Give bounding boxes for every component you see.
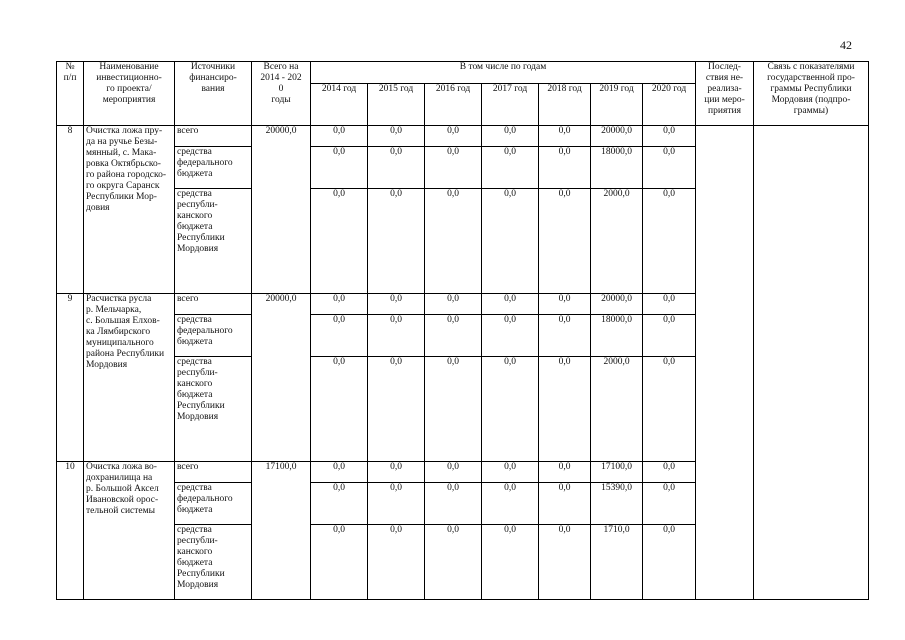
year-value: 0,0: [425, 126, 482, 147]
year-value: 0,0: [643, 315, 696, 357]
year-value: 2000,0: [591, 357, 643, 462]
year-value: 0,0: [425, 483, 482, 525]
year-value: 0,0: [368, 294, 425, 315]
year-value: 0,0: [643, 483, 696, 525]
row-number: 10: [57, 462, 84, 600]
project-name: Очистка ложа во- дохранилища на р. Большой Аксел Ивановской орос- тельной системы: [84, 462, 175, 600]
year-value: 0,0: [311, 126, 368, 147]
year-value: 0,0: [425, 315, 482, 357]
year-value: 0,0: [482, 525, 539, 600]
year-value: 0,0: [539, 315, 591, 357]
year-value: 0,0: [368, 315, 425, 357]
funding-source: средства федерального бюджета: [175, 315, 252, 357]
year-value: 0,0: [482, 357, 539, 462]
year-value: 0,0: [368, 357, 425, 462]
year-value: 0,0: [311, 315, 368, 357]
year-value: 18000,0: [591, 315, 643, 357]
funding-source: средства республи- канского бюджета Республики Мордовия: [175, 525, 252, 600]
header-year: 2020 год: [643, 84, 696, 126]
year-value: 18000,0: [591, 147, 643, 189]
year-value: 0,0: [539, 189, 591, 294]
year-value: 0,0: [643, 189, 696, 294]
year-value: 0,0: [482, 294, 539, 315]
year-value: 0,0: [482, 126, 539, 147]
year-value: 20000,0: [591, 126, 643, 147]
year-value: 0,0: [425, 462, 482, 483]
year-value: 0,0: [425, 147, 482, 189]
year-value: 0,0: [539, 357, 591, 462]
indicator-link-cell: [754, 126, 869, 600]
header-row: [57, 62, 869, 84]
row-number: 9: [57, 294, 84, 462]
year-value: 0,0: [368, 462, 425, 483]
year-value: 15390,0: [591, 483, 643, 525]
year-value: 0,0: [311, 147, 368, 189]
funding-source: всего: [175, 294, 252, 315]
project-name: Очистка ложа пру- да на ручье Безы- мянный, с. Мака- ровка Октябрьско- го района городско- го округа Саранск Республики Мор- довия: [84, 126, 175, 294]
year-value: 0,0: [311, 189, 368, 294]
funding-source: средства республи- канского бюджета Республики Мордовия: [175, 189, 252, 294]
header-num: № п/п: [57, 62, 84, 126]
year-value: 0,0: [482, 462, 539, 483]
funding-source: средства федерального бюджета: [175, 147, 252, 189]
year-value: 0,0: [482, 483, 539, 525]
year-value: 0,0: [482, 189, 539, 294]
header-name: Наименование инвестиционно- го проекта/ мероприятия: [84, 62, 175, 126]
header-sources: Источники финансиро- вания: [175, 62, 252, 126]
funding-source: всего: [175, 126, 252, 147]
year-value: 0,0: [368, 147, 425, 189]
total-amount: 20000,0: [252, 126, 311, 294]
year-value: 0,0: [643, 147, 696, 189]
total-amount: 20000,0: [252, 294, 311, 462]
year-value: 0,0: [368, 525, 425, 600]
year-value: 0,0: [425, 357, 482, 462]
year-value: 0,0: [539, 294, 591, 315]
year-value: 0,0: [425, 294, 482, 315]
header-total: Всего на 2014 - 202 0 годы: [252, 62, 311, 126]
project-name: Расчистка русла р. Мельчарка, с. Большая Елхов- ка Лямбирского муниципального района Республики Мордовия: [84, 294, 175, 462]
header-year: 2017 год: [482, 84, 539, 126]
funding-source: средства республи- канского бюджета Республики Мордовия: [175, 357, 252, 462]
funding-source: всего: [175, 462, 252, 483]
funding-source: средства федерального бюджета: [175, 483, 252, 525]
header-consequences: Послед- ствия не- реализа- ции меро- приятия: [696, 62, 754, 126]
year-value: 0,0: [311, 357, 368, 462]
year-value: 0,0: [311, 483, 368, 525]
year-value: 0,0: [539, 525, 591, 600]
investment-table: [56, 61, 869, 600]
year-value: 0,0: [643, 126, 696, 147]
year-value: 0,0: [482, 315, 539, 357]
year-value: 0,0: [368, 483, 425, 525]
year-value: 0,0: [425, 525, 482, 600]
year-value: 0,0: [643, 462, 696, 483]
year-value: 20000,0: [591, 294, 643, 315]
year-value: 0,0: [425, 189, 482, 294]
page-number: 42: [840, 38, 852, 52]
year-value: 0,0: [643, 357, 696, 462]
header-year: 2016 год: [425, 84, 482, 126]
year-value: 0,0: [643, 294, 696, 315]
year-value: 0,0: [643, 525, 696, 600]
year-value: 0,0: [311, 525, 368, 600]
year-value: 0,0: [368, 126, 425, 147]
year-value: 0,0: [539, 462, 591, 483]
year-value: 0,0: [368, 189, 425, 294]
header-year: 2018 год: [539, 84, 591, 126]
year-value: 2000,0: [591, 189, 643, 294]
header-by-years: В том числе по годам: [311, 62, 696, 84]
year-value: 0,0: [539, 483, 591, 525]
year-value: 0,0: [311, 294, 368, 315]
header-link: Связь с показателями государственной про- граммы Республики Мордовия (подпро- граммы): [754, 62, 869, 126]
year-value: 0,0: [539, 147, 591, 189]
year-value: 0,0: [311, 462, 368, 483]
table-row: [57, 126, 869, 147]
row-number: 8: [57, 126, 84, 294]
header-year: 2015 год: [368, 84, 425, 126]
consequences-cell: [696, 126, 754, 600]
year-value: 17100,0: [591, 462, 643, 483]
table-body: [57, 62, 869, 600]
header-year: 2014 год: [311, 84, 368, 126]
year-value: 0,0: [539, 126, 591, 147]
total-amount: 17100,0: [252, 462, 311, 600]
year-value: 0,0: [482, 147, 539, 189]
year-value: 1710,0: [591, 525, 643, 600]
header-year: 2019 год: [591, 84, 643, 126]
